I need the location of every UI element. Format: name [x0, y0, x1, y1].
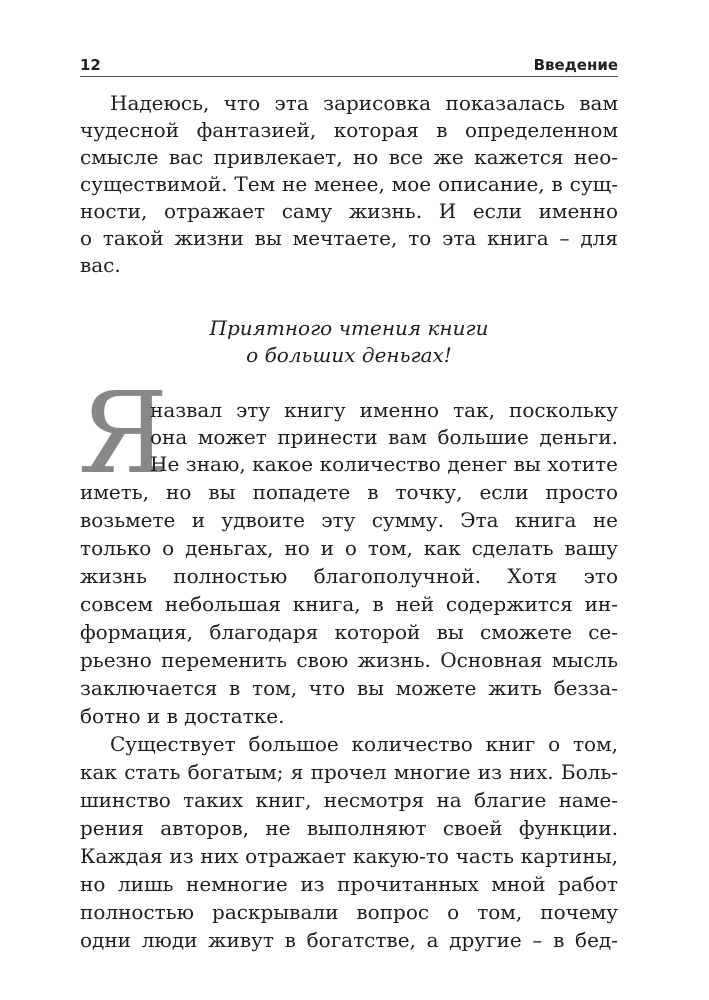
- text-line: формация, благодаря которой вы сможете се-: [80, 620, 618, 644]
- section-heading-line: Приятного чтения книги: [209, 316, 489, 340]
- text-line: иметь, но вы попадете в точку, если просто: [80, 480, 618, 504]
- text-line: Существует большое количество книг о том,: [110, 732, 618, 756]
- text-line: Каждая из них отражает какую-то часть картины,: [80, 844, 618, 868]
- running-head: [80, 50, 618, 77]
- text-line: заключается в том, что вы можете жить безза-: [80, 676, 618, 700]
- text-line: но лишь немногие из прочитанных мной работ: [80, 872, 618, 896]
- text-line: Надеюсь, что эта зарисовка показалась вам: [110, 91, 618, 115]
- text-line: только о деньгах, но и о том, как сделать вашу: [80, 536, 618, 560]
- text-line: ности, отражает саму жизнь. И если именно: [80, 199, 618, 223]
- section-heading-line: о больших деньгах!: [246, 343, 452, 367]
- page-number: 12: [80, 56, 101, 74]
- text-line: полностью раскрывали вопрос о том, почему: [80, 900, 618, 924]
- text-line: совсем небольшая книга, в ней содержится ин-: [80, 592, 618, 616]
- text-line: она может принести вам большие деньги.: [150, 425, 618, 449]
- text-line: Не знаю, какое количество денег вы хотите: [150, 452, 618, 476]
- text-line: рения авторов, не выполняют своей функции.: [80, 816, 618, 840]
- text-line: о такой жизни вы мечтаете, то эта книга – для: [80, 226, 618, 250]
- text-line: возьмете и удвоите эту сумму. Эта книга не: [80, 508, 618, 532]
- text-line: жизнь полностью благополучной. Хотя это: [80, 564, 618, 588]
- text-line: смысле вас привлекает, но все же кажется нео-: [80, 145, 618, 169]
- text-line: чудесной фантазией, которая в определенном: [80, 118, 618, 142]
- text-line: одни люди живут в богатстве, а другие – в бед-: [80, 928, 618, 952]
- section-title: Введение: [533, 56, 618, 74]
- text-line: ботно и в достатке.: [80, 704, 285, 728]
- text-line: как стать богатым; я прочел многие из них. Боль-: [80, 760, 618, 784]
- text-line: шинство таких книг, несмотря на благие наме-: [80, 788, 618, 812]
- text-line: вас.: [80, 253, 121, 277]
- drop-cap: Я: [78, 369, 169, 499]
- text-line: назвал эту книгу именно так, поскольку: [150, 398, 618, 422]
- text-line: рьезно переменить свою жизнь. Основная мысль: [80, 648, 618, 672]
- text-line: существимой. Тем не менее, мое описание, в сущ-: [80, 172, 618, 196]
